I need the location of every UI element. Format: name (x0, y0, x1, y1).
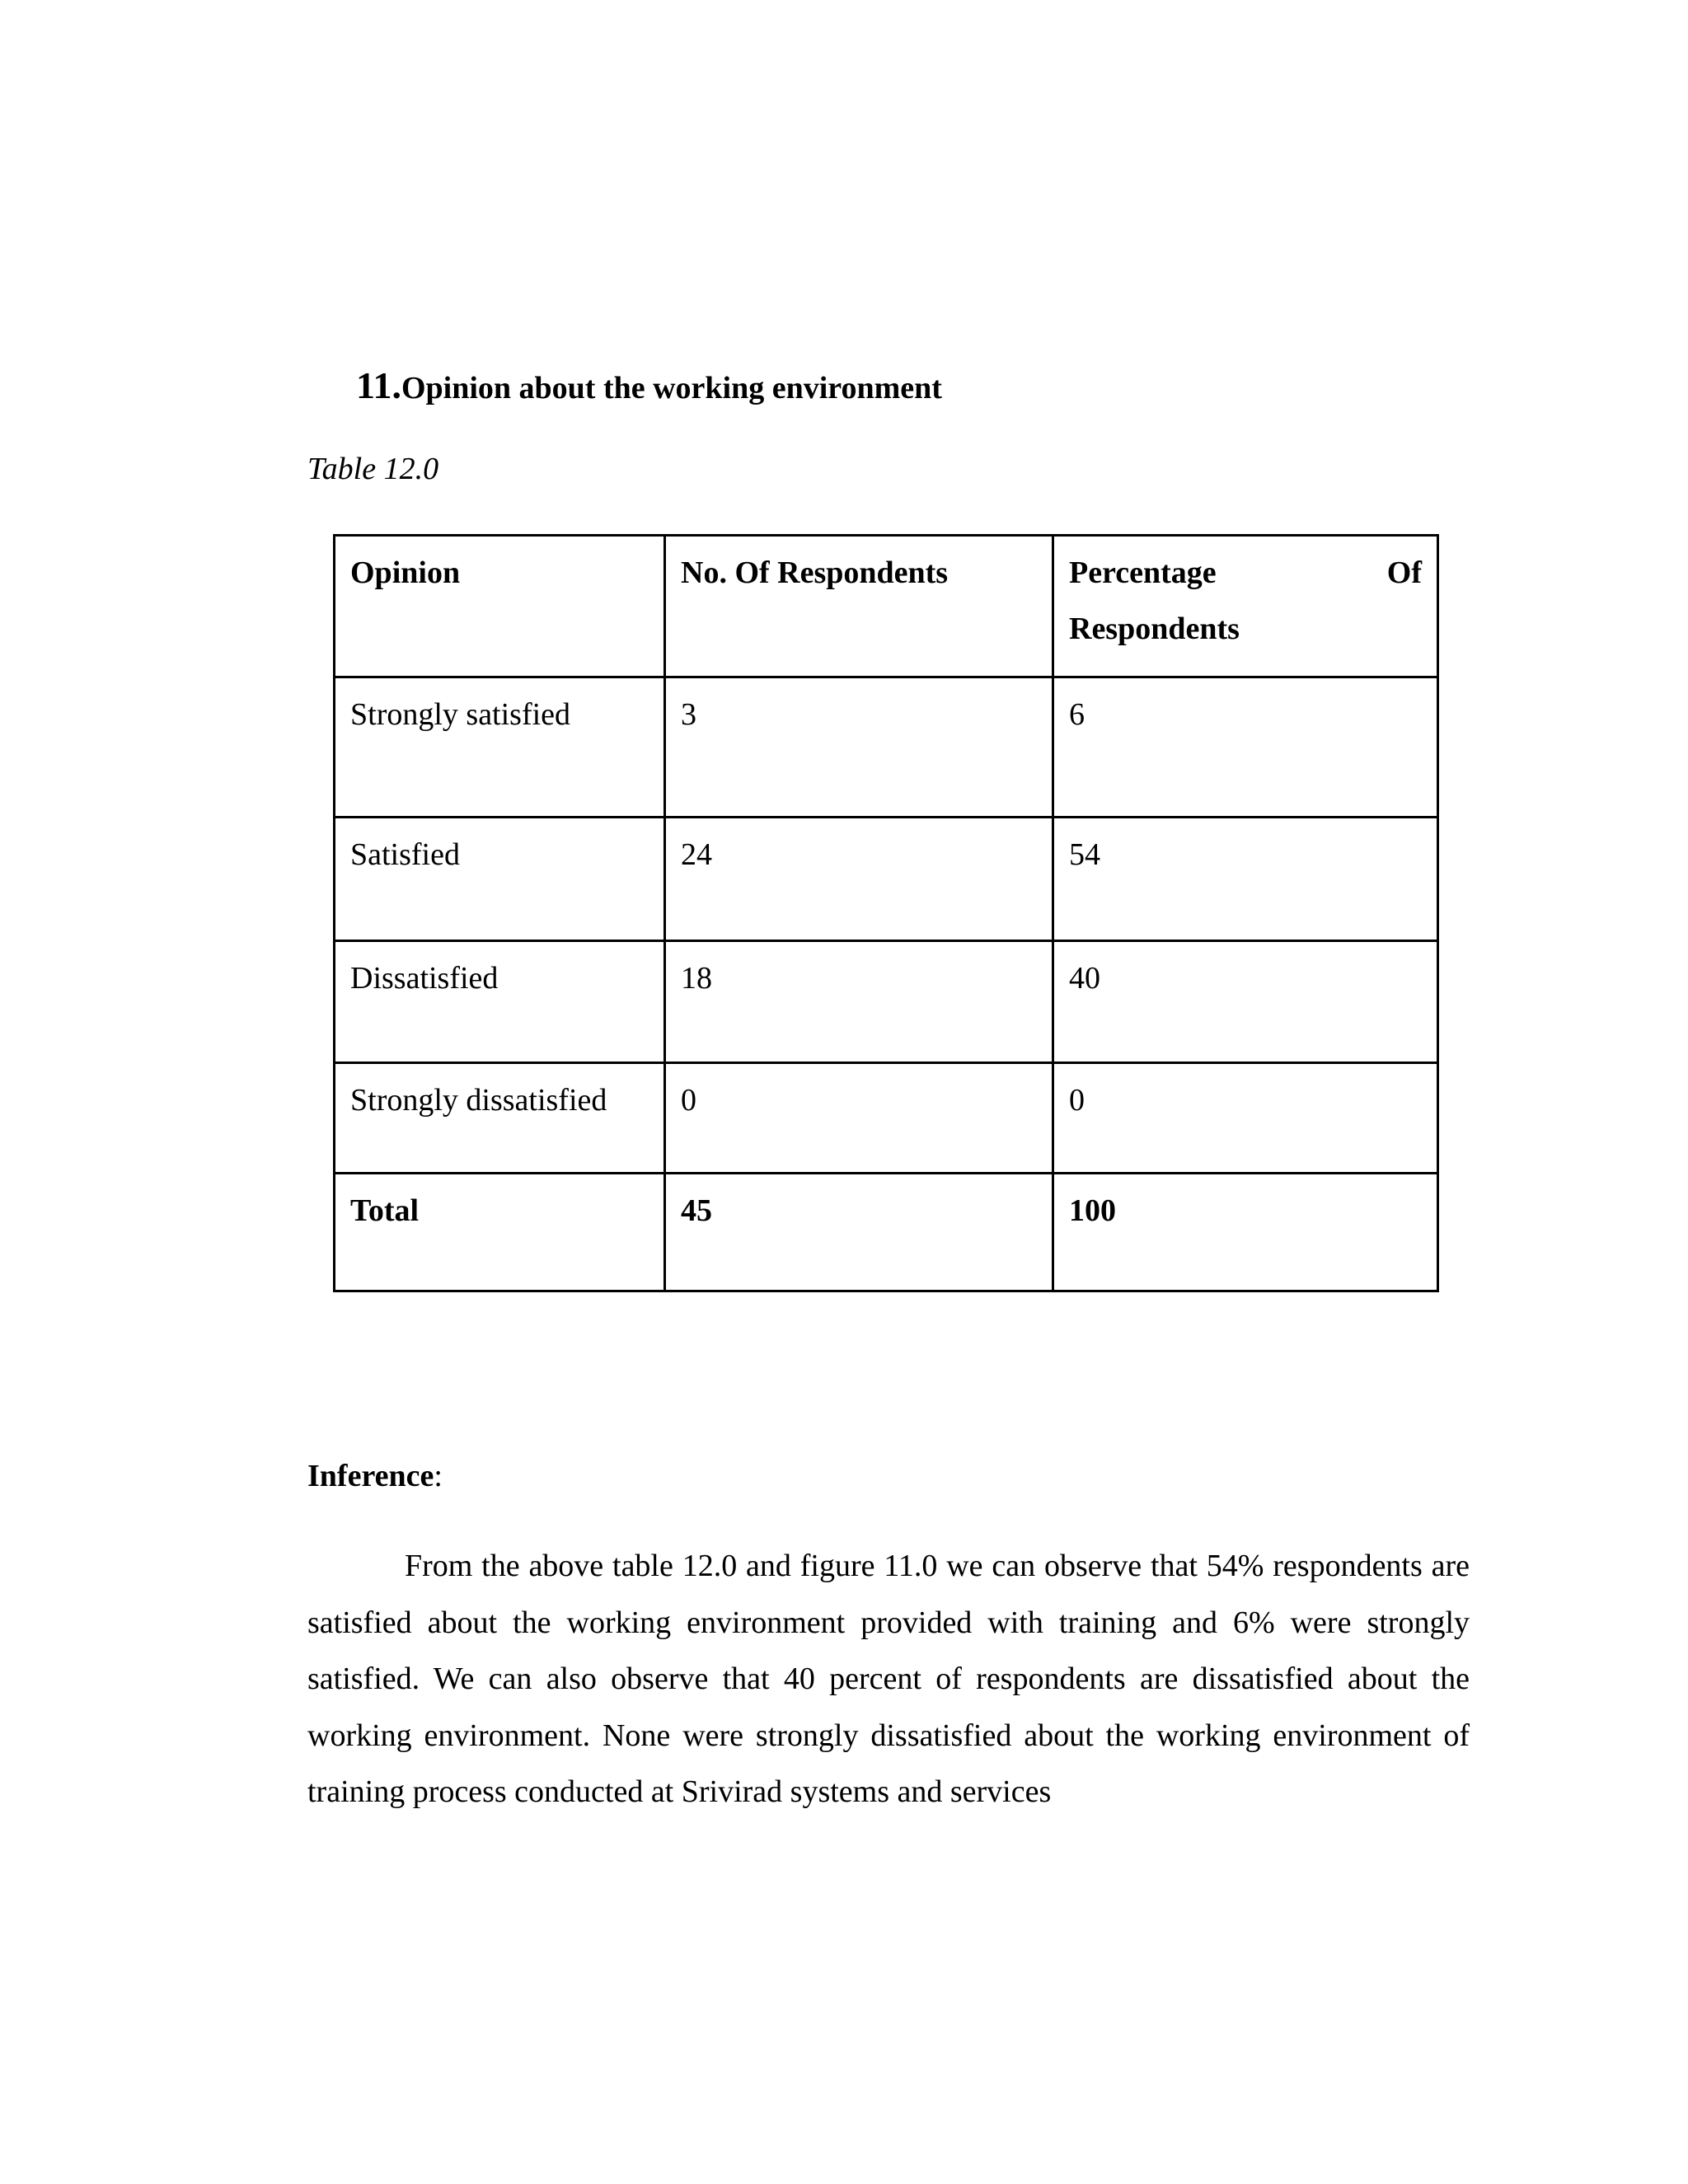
header-percentage-line2: Respondents (1069, 612, 1240, 646)
cell-count: 18 (666, 942, 1054, 1062)
table-row (335, 1064, 1437, 1174)
table-caption: Table 12.0 (307, 452, 439, 486)
cell-percentage: 6 (1069, 697, 1085, 732)
header-percentage-word1: Percentage (1069, 555, 1217, 590)
cell-opinion: Satisfied (335, 818, 666, 940)
table-row (335, 678, 1437, 818)
header-count: No. Of Respondents (666, 537, 1054, 676)
cell-count: 0 (666, 1064, 1054, 1172)
cell-count: 3 (666, 678, 1054, 816)
table-row (335, 942, 1437, 1064)
cell-count: 24 (666, 818, 1054, 940)
cell-opinion: Dissatisfied (335, 942, 666, 1062)
cell-percentage: 54 (1069, 837, 1100, 872)
header-opinion: Opinion (335, 537, 666, 676)
header-percentage (1054, 537, 1437, 676)
table-row (335, 818, 1437, 942)
table-total-row (335, 1174, 1437, 1292)
section-heading (356, 364, 942, 406)
cell-opinion: Strongly satisfied (335, 678, 666, 816)
table-header-row (335, 537, 1437, 678)
inference-paragraph: From the above table 12.0 and figure 11.0 we can observe that 54% respondents are satisfied about the working environment provided with training and 6% were strongly satisfied. We can also observe that 40 percent of respondents are dissatisfied about the working environment. None were strongly dissatisfied about the working environment of training process conducted at Srivirad systems and services (307, 1549, 1470, 1809)
total-percentage: 100 (1069, 1193, 1116, 1228)
inference-heading (307, 1460, 443, 1492)
inference-label: Inference (307, 1459, 434, 1493)
cell-opinion: Strongly dissatisfied (335, 1064, 666, 1172)
cell-percentage: 0 (1069, 1083, 1085, 1118)
respondents-table (333, 534, 1439, 1292)
cell-percentage: 40 (1069, 961, 1100, 996)
header-percentage-word2: Of (1386, 555, 1422, 590)
total-count: 45 (666, 1174, 1054, 1292)
section-number: 11. (356, 364, 401, 406)
inference-colon: : (434, 1459, 443, 1493)
section-title: Opinion about the working environment (401, 371, 942, 405)
total-label: Total (335, 1174, 666, 1292)
